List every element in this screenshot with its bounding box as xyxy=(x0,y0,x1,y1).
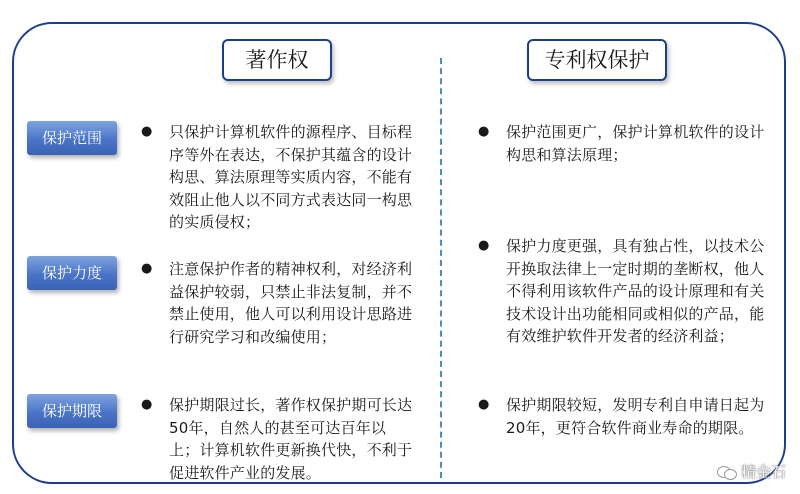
bullet-icon: ● xyxy=(478,238,490,253)
bullet-icon: ● xyxy=(141,397,153,412)
column-divider xyxy=(440,58,442,478)
row-label-strength: 保护力度 xyxy=(27,256,117,290)
bullet-icon: ● xyxy=(478,124,490,139)
cell-text: 保护期限过长，著作权保护期可长达50年，自然人的甚至可达百年以上；计算机软件更新换代快，不利于促进软件产业的发展。 xyxy=(169,396,413,482)
cell-copyright-strength xyxy=(141,258,416,346)
cell-copyright-scope xyxy=(141,121,416,236)
cell-patent-strength xyxy=(478,235,768,355)
watermark xyxy=(717,461,786,482)
cell-text: 保护期限较短，发明专利自申请日起为20年，更符合软件商业寿命的期限。 xyxy=(506,396,765,437)
bullet-icon: ● xyxy=(141,261,153,276)
watermark-text: 精金石 xyxy=(740,463,786,481)
cell-text: 保护范围更广，保护计算机软件的设计构思和算法原理； xyxy=(506,123,765,164)
cell-text: 保护力度更强，具有独占性，以技术公开换取法律上一定时期的垄断权，他人不得利用该软件产品的设计原理和有关技术设计出功能相同或相似的产品，能有效维护软件开发者的经济利益； xyxy=(506,237,765,345)
wechat-icon xyxy=(717,464,737,480)
column-title-patent: 专利权保护 xyxy=(527,39,667,81)
cell-text: 只保护计算机软件的源程序、目标程序等外在表达，不保护其蕴含的设计构思、算法原理等实质内容，不能有效阻止他人以不同方式表达同一构思的实质侵权； xyxy=(169,123,413,231)
column-title-copyright: 著作权 xyxy=(222,39,332,81)
cell-copyright-term xyxy=(141,394,416,482)
row-label-term: 保护期限 xyxy=(27,394,117,428)
row-label-scope: 保护范围 xyxy=(27,121,117,155)
bullet-icon: ● xyxy=(478,397,490,412)
bullet-icon: ● xyxy=(141,124,153,139)
cell-patent-scope xyxy=(478,121,768,236)
cell-text: 注意保护作者的精神权利，对经济利益保护较弱，只禁止非法复制，并不禁止使用，他人可以利用设计思路进行研究学习和改编使用； xyxy=(169,260,413,346)
